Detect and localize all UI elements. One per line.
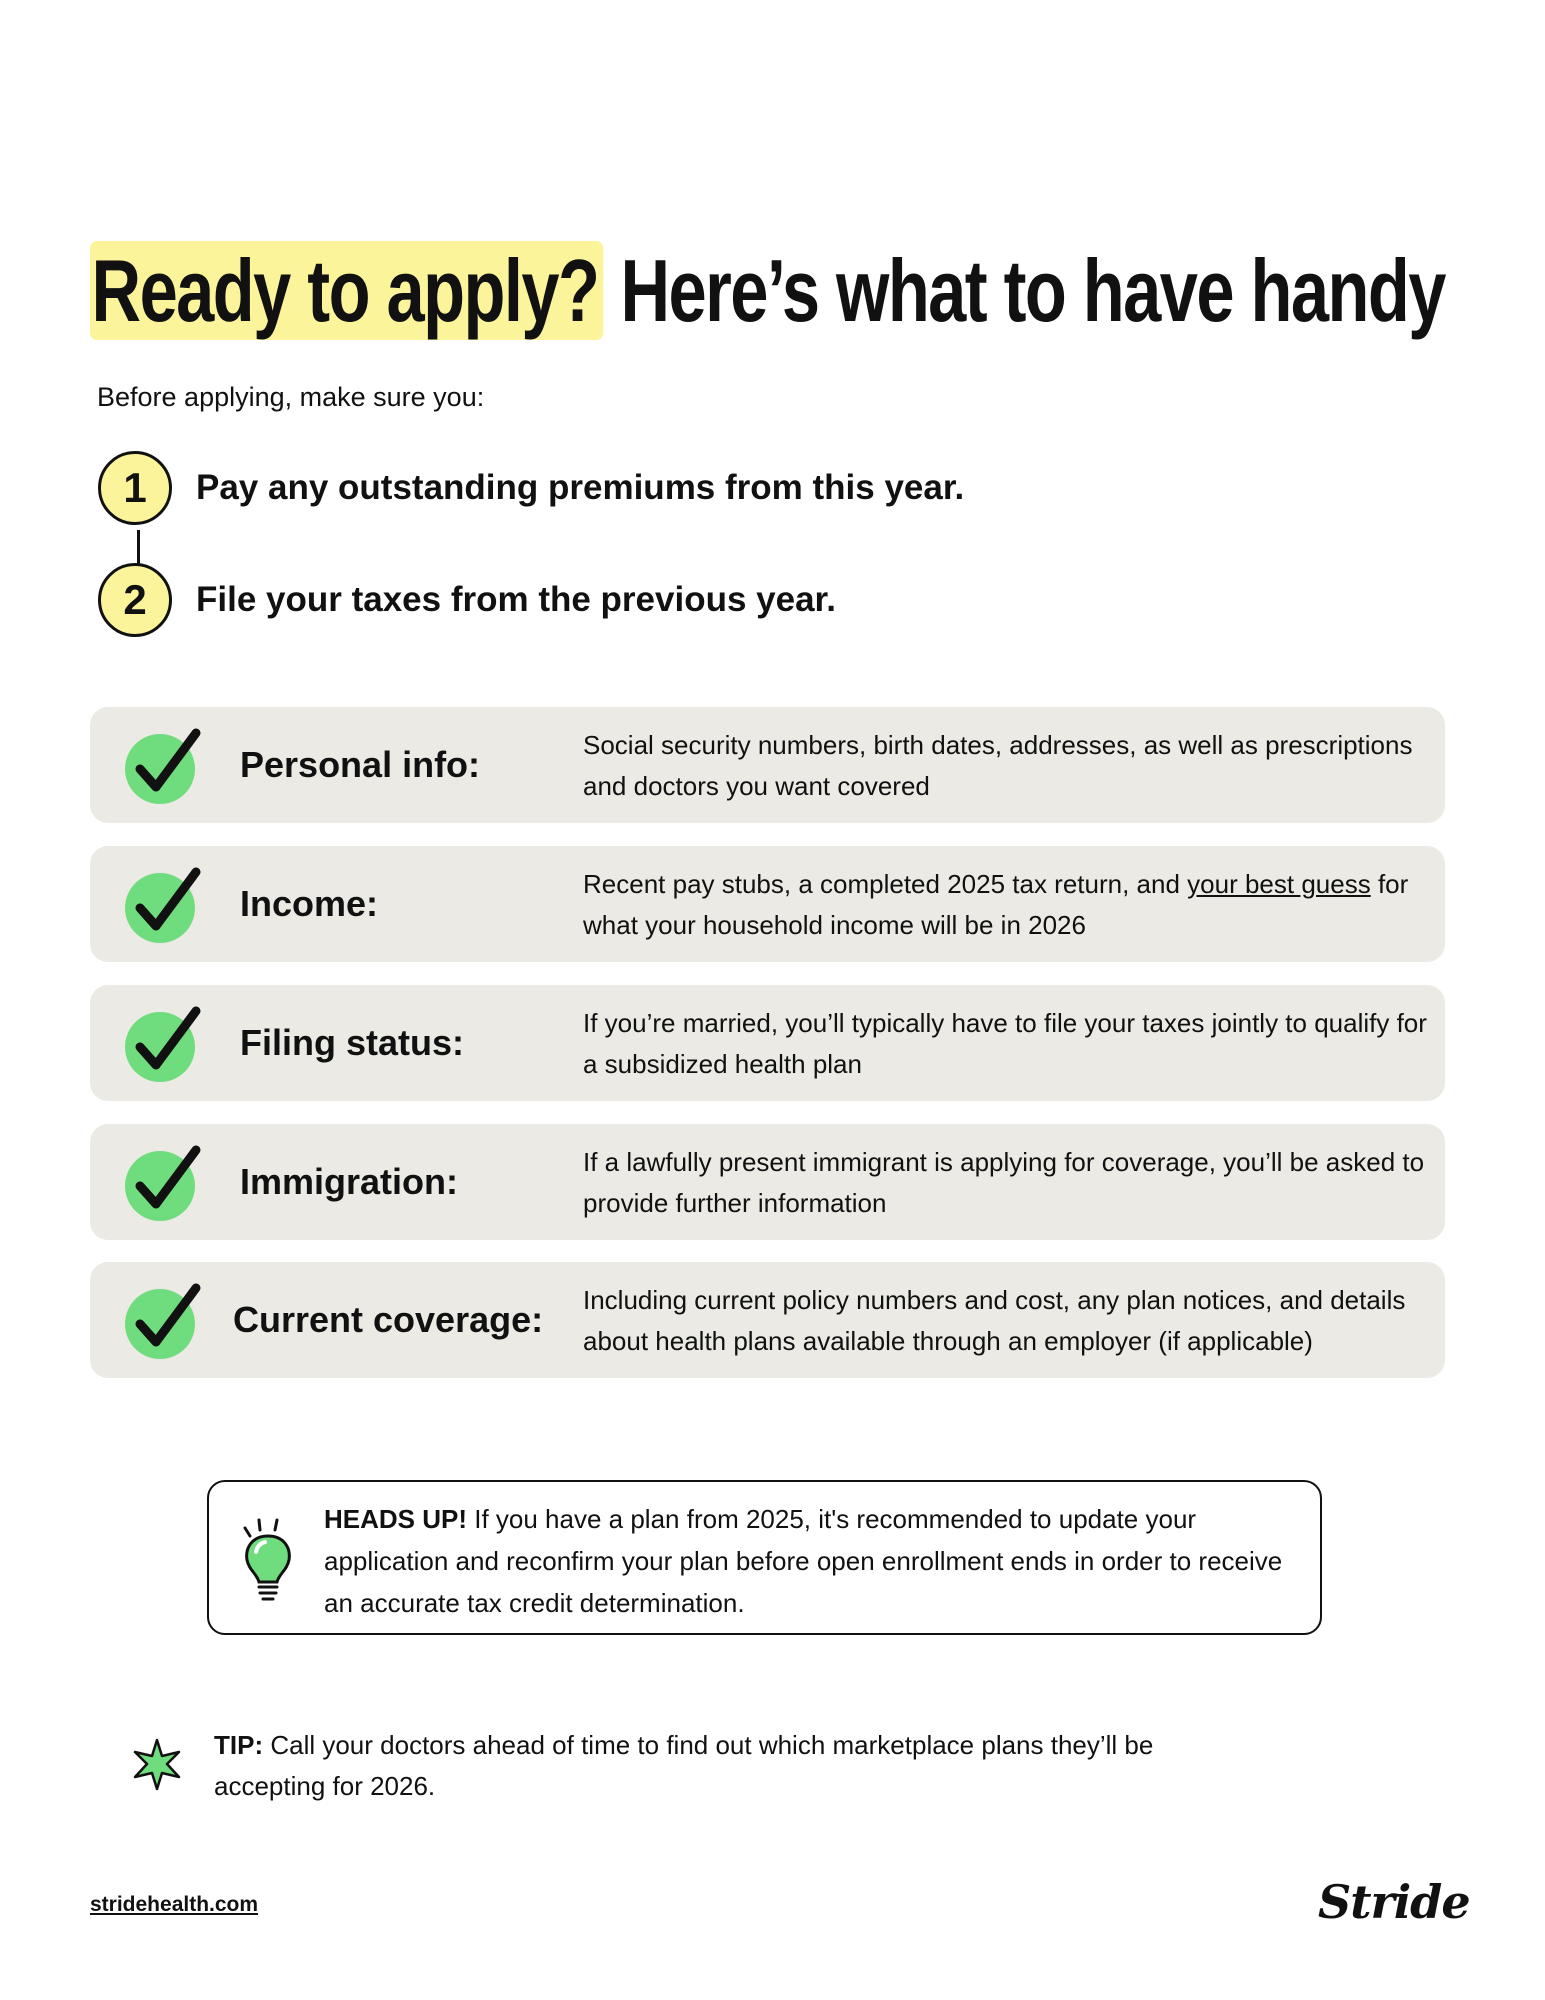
- title-highlight: Ready to apply?: [90, 241, 603, 340]
- check-icon: [124, 1003, 204, 1083]
- tip-body: Call your doctors ahead of time to find out which marketplace plans they’ll be accepting for 2026.: [214, 1730, 1154, 1801]
- card-description: If you’re married, you’ll typically have to file your taxes jointly to qualify for a subsidized health plan: [583, 1008, 1427, 1079]
- step-text: Pay any outstanding premiums from this year.: [196, 468, 965, 507]
- stride-logo: Stride: [1318, 1875, 1470, 1929]
- card-label: Immigration:: [240, 1161, 459, 1202]
- card-label: Current coverage:: [233, 1299, 544, 1340]
- checklist-card-immigration: [90, 1124, 1445, 1240]
- check-icon: [124, 1280, 204, 1360]
- card-description: Social security numbers, birth dates, addresses, as well as prescriptions and doctors you want covered: [583, 730, 1413, 801]
- step-2: [98, 560, 836, 640]
- star-icon: [130, 1737, 184, 1791]
- card-description: If a lawfully present immigrant is applying for coverage, you’ll be asked to provide further information: [583, 1147, 1425, 1218]
- step-1: [98, 448, 964, 528]
- tip-text: [214, 1725, 1214, 1807]
- card-description: [583, 864, 1433, 946]
- card-label: Personal info:: [240, 744, 481, 785]
- check-icon: [124, 864, 204, 944]
- check-icon: [124, 1142, 204, 1222]
- checklist-card-filing-status: [90, 985, 1445, 1101]
- heads-up-text: [324, 1498, 1304, 1624]
- step-text: File your taxes from the previous year.: [196, 580, 836, 619]
- heads-up-label: HEADS UP!: [324, 1504, 468, 1534]
- card-description: Including current policy numbers and cost, any plan notices, and details about health plans available through an employer (if applicable): [583, 1285, 1406, 1356]
- desc-text: for what your household income will be in 2026: [583, 869, 1409, 940]
- website-link[interactable]: stridehealth.com: [90, 1893, 259, 1916]
- heads-up-body: If you have a plan from 2025, it's recommended to update your application and reconfirm your plan before open enrollment ends in order to receive an accurate tax credit determination.: [324, 1504, 1283, 1618]
- check-icon: [124, 725, 204, 805]
- checklist-card-current-coverage: [90, 1262, 1445, 1378]
- checklist-card-income: [90, 846, 1445, 962]
- heads-up-box: [207, 1480, 1322, 1635]
- card-label: Income:: [240, 883, 379, 924]
- page-title: [90, 236, 1445, 346]
- lightbulb-icon: [237, 1516, 299, 1606]
- step-number: 1: [98, 451, 172, 525]
- tip-label: TIP:: [214, 1730, 264, 1760]
- card-label: Filing status:: [240, 1022, 464, 1063]
- title-rest: Here’s what to have handy: [620, 241, 1445, 340]
- checklist-card-personal-info: [90, 707, 1445, 823]
- best-guess-link[interactable]: your best guess: [1187, 869, 1371, 899]
- step-number: 2: [98, 563, 172, 637]
- intro-text: Before applying, make sure you:: [97, 382, 485, 412]
- desc-text: Recent pay stubs, a completed 2025 tax return, and: [583, 869, 1188, 899]
